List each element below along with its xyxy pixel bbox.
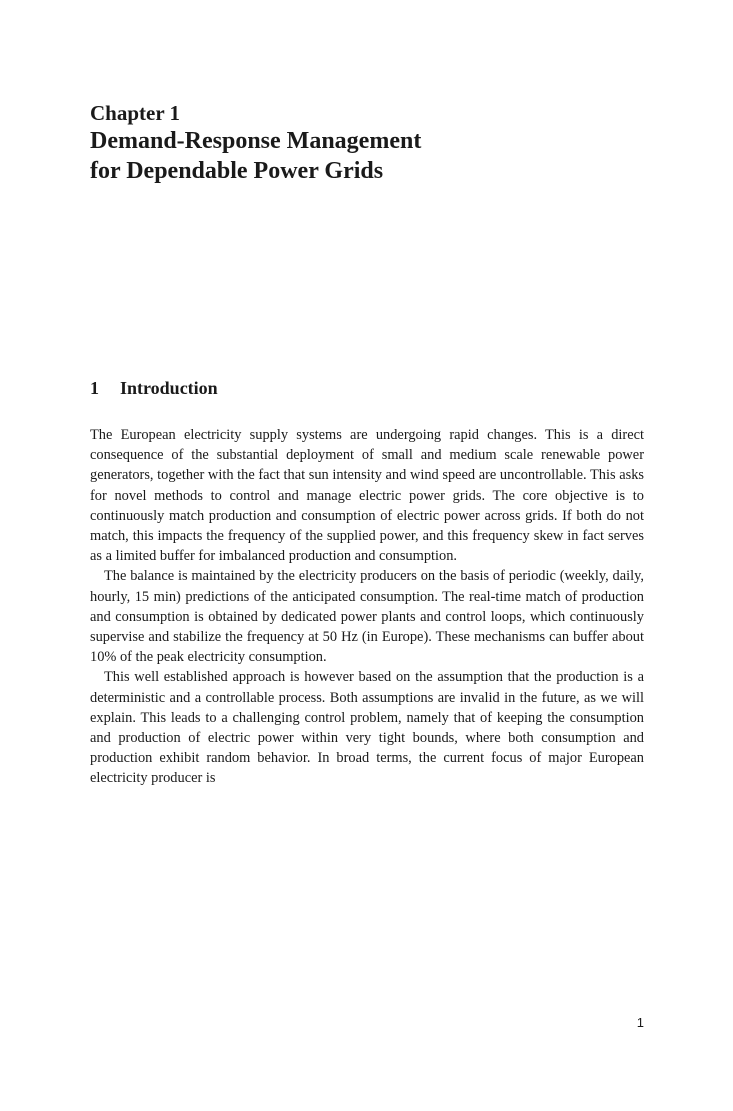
section-title: Introduction (120, 378, 218, 398)
chapter-title-line-1: Demand-Response Management (90, 128, 422, 154)
paragraph-2: The balance is maintained by the electricity producers on the basis of periodic (weekly, daily, hourly, 15 min) predictions of the anticipated consumption. The real-time match of production and consumption is obtained by dedicated power plants and control loops, which continuously supervise and stabilize the frequency at 50 Hz (in Europe). These mechanisms can buffer about 10% of the peak electricity consumption. (90, 568, 644, 666)
section-heading (90, 376, 218, 400)
chapter-title-line-2: for Dependable Power Grids (90, 158, 384, 184)
chapter-label: Chapter 1 (90, 101, 181, 125)
chapter-title (90, 126, 421, 186)
paragraph-1: The European electricity supply systems are undergoing rapid changes. This is a direct consequence of the substantial deployment of small and medium scale renewable power generators, together with the fact that sun intensity and wind speed are uncontrollable. This asks for novel methods to control and manage electric power grids. The core objective is to continuously match production and consumption of electric power across grids. If both do not match, this impacts the frequency of the supplied power, and this frequency skew in fact serves as a limited buffer for imbalanced production and consumption. (90, 427, 644, 565)
section-number: 1 (90, 378, 99, 398)
page-number: 1 (636, 1015, 644, 1030)
body-text (90, 425, 644, 789)
paragraph-3: This well established approach is however based on the assumption that the production is a deterministic and a controllable process. Both assumptions are invalid in the future, as we will explain. This leads to a challenging control problem, namely that of keeping the consumption and production of electric power within very tight bounds, where both consumption and production exhibit random behavior. In broad terms, the current focus of major European electricity producer is (90, 669, 644, 787)
